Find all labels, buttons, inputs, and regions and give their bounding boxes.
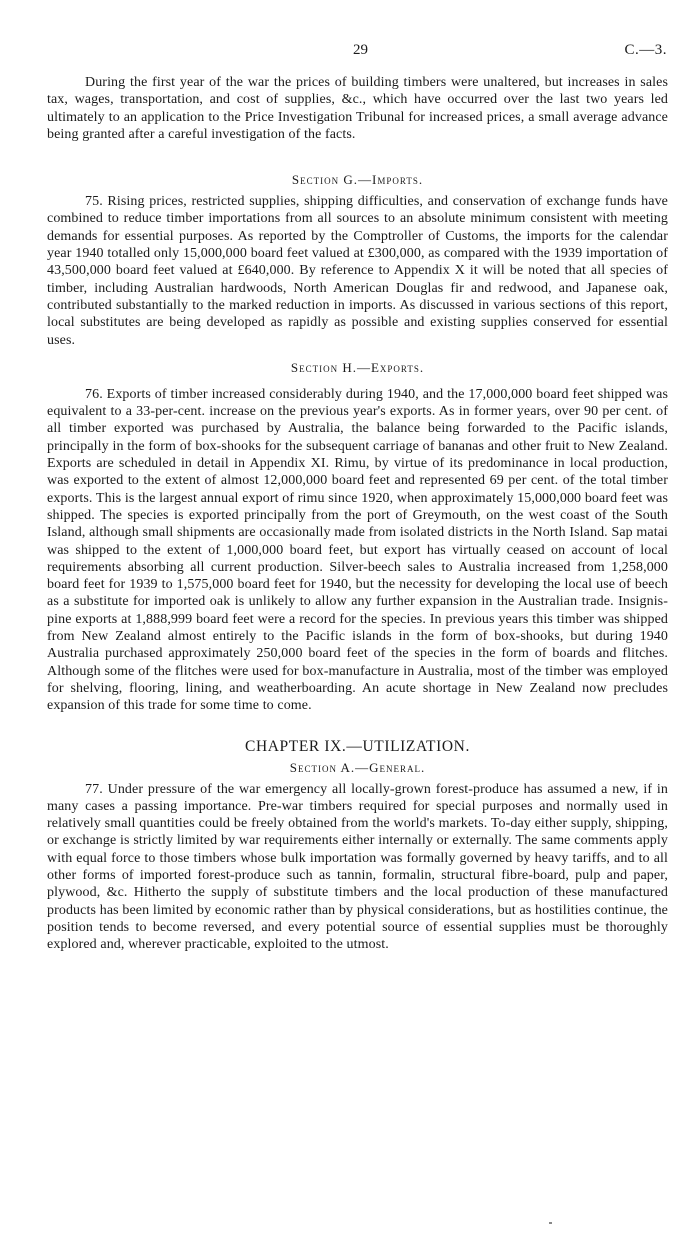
section-g-heading: Section G.—Imports. — [291, 172, 424, 188]
page-number: 29 — [353, 42, 368, 58]
section-a-heading: Section A.—General. — [289, 759, 426, 775]
document-reference: C.—3. — [624, 42, 667, 58]
section-g-paragraph: 75. Rising prices, restricted supplies, shipping difficulties, and conservation of exchange funds have combined to reduce timber importations from all sources to an absolute minimum consistent with meeting demands for essential purposes. As reported by the Comptroller of Customs, the imports for the calendar year 1940 totalled only 15,000,000 board feet valued at £300,000, as compared with the 1939 importation of 43,500,000 board feet valued at £640,000. By reference to Appendix X it will be noted that all species of timber, including Australian hardwoods, North American Douglas fir and redwood, and Japanese oak, contributed substantially to the marked reduction in imports. As discussed in various sections of this report, local substitutes are being developed as rapidly as possible and existing supplies conserved for essential uses. — [47, 194, 668, 348]
scan-speck — [549, 1222, 552, 1224]
section-a-paragraph: 77. Under pressure of the war emergency all locally-grown forest-produce has assumed a new, if in many cases a passing importance. Pre-war timbers required for special purposes and normally used in relatively small quantities could be freely obtained from the world's markets. To-day either supply, shipping, or exchange is strictly limited by war requirements either internally or externally. The same comments apply with equal force to those timbers whose bulk importation was formally governed by heavy tariffs, and to all other forms of imported forest-produce such as tannin, formalin, structural fibre-board, pulp and paper, plywood, &c. Hitherto the supply of substitute timbers and the local production of these manufactured products has been limited by economic rather than by physical considerations, but as hostilities continue, the position tends to become reversed, and every potential source of essential supplies must be thoroughly explored and, wherever practicable, exploited to the utmost. — [47, 781, 668, 953]
page-header — [0, 42, 700, 62]
intro-paragraph: During the first year of the war the prices of building timbers were unaltered, but increases in sales tax, wages, transportation, and cost of supplies, &c., which have occurred over the last two years led ultimately to an application to the Price Investigation Tribunal for increased prices, a small average advance being granted after a careful investigation of the facts. — [47, 75, 668, 142]
section-h-paragraph: 76. Exports of timber increased considerably during 1940, and the 17,000,000 board feet shipped was equivalent to a 33-per-cent. increase on the previous year's exports. As in former years, over 90 per cent. of all timber exported was purchased by Australia, the balance being forwarded to the Pacific islands, principally in the form of box-shooks for the subsequent carriage of bananas and other fruit to New Zealand. Exports are scheduled in detail in Appendix XI. Rimu, by virtue of its predominance in local production, was exported to the extent of almost 12,000,000 board feet and represented 69 per cent. of the total timber exports. This is the largest annual export of rimu since 1920, when approximately 15,000,000 board feet was shipped. The species is exported principally from the port of Greymouth, on the west coast of the South Island, although small shipments are occasionally made from isolated districts in the North Island. Sap matai was shipped to the extent of 1,000,000 board feet, but export has virtually ceased on account of local requirements absorbing all current production. Silver-beech sales to Australia increased from 1,258,000 board feet for 1939 to 1,575,000 board feet for 1940, but the necessity for developing the local use of beech as a substitute for imported oak is unlikely to allow any further expansion in the Australian trade. Insignis-pine exports at 1,888,999 board feet were a record for the species. In previous years this timber was shipped from New Zealand almost entirely to the Pacific islands in the form of box-shooks, but during 1940 Australia purchased approximately 250,000 board feet of the species in the form of boards and flitches. Although some of the flitches were used for box-manufacture in Australia, most of the timber was employed for shelving, flooring, lining, and weatherboarding. An acute shortage in New Zealand now precludes expansion of this trade for some time to come. — [47, 386, 668, 714]
body-text — [47, 74, 668, 953]
section-h-heading: Section H.—Exports. — [290, 359, 425, 375]
chapter-ix-heading: CHAPTER IX.—UTILIZATION. — [245, 737, 470, 755]
